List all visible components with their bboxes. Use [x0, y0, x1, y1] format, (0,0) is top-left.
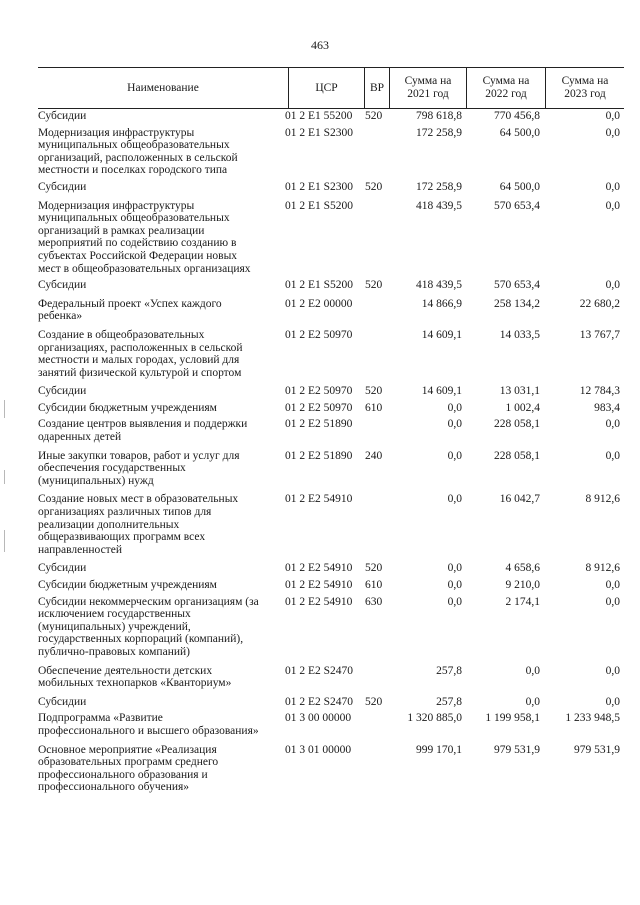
row-sum-2023: 0,0 — [605, 199, 620, 212]
table-row — [38, 744, 624, 794]
row-sum-2021: 14 866,9 — [421, 297, 462, 310]
row-sum-2021: 418 439,5 — [416, 279, 462, 292]
row-csr: 01 2 E2 54910 — [285, 493, 353, 506]
table-row — [38, 385, 624, 398]
row-sum-2021: 798 618,8 — [416, 110, 462, 122]
scan-margin-mark — [4, 400, 5, 418]
row-sum-2023: 0,0 — [605, 579, 620, 591]
row-sum-2023: 12 784,3 — [579, 385, 620, 398]
row-sum-2021: 14 609,1 — [421, 328, 462, 341]
row-sum-2021: 999 170,1 — [416, 743, 462, 756]
row-sum-2023: 0,0 — [605, 449, 620, 462]
row-sum-2021: 0,0 — [447, 493, 462, 506]
row-sum-2021: 0,0 — [447, 418, 462, 431]
row-csr: 01 3 01 00000 — [285, 743, 352, 756]
table-row — [38, 127, 624, 177]
header-sum-2023: Сумма на 2023 год — [561, 75, 609, 100]
table-row — [38, 402, 624, 415]
row-sum-2023: 8 912,6 — [585, 562, 620, 575]
row-vr: 520 — [365, 695, 383, 708]
row-sum-2022: 770 456,8 — [494, 110, 540, 122]
row-csr: 01 2 E2 54910 — [285, 579, 353, 591]
row-csr: 01 2 E1 S2300 — [285, 126, 354, 139]
row-name: Субсидии бюджетным учреждениям — [38, 579, 217, 591]
row-sum-2021: 0,0 — [447, 401, 462, 414]
row-sum-2022: 14 033,5 — [499, 328, 540, 341]
row-csr: 01 2 E1 S5200 — [285, 199, 354, 212]
row-sum-2023: 983,4 — [594, 401, 620, 414]
header-sum-2022: Сумма на 2022 год — [482, 75, 530, 100]
row-vr: 520 — [365, 180, 383, 193]
table-row — [38, 665, 624, 690]
header-name: Наименование — [127, 81, 199, 94]
row-csr: 01 2 E1 S2300 — [285, 180, 354, 193]
row-csr: 01 2 E1 55200 — [285, 110, 353, 122]
row-sum-2022: 64 500,0 — [499, 180, 540, 193]
row-name: Субсидии некоммерческим организациям (за исключением государственных (муниципальных) учреждений, государственных корпораций (компаний), публично-правовых компаний) — [38, 595, 259, 658]
row-name: Модернизация инфраструктуры муниципальных общеобразовательных организаций в рамках реализации мероприятий по содействию созданию в субъектах Российской Федерации новых мест в общеобразовательных организациях — [38, 199, 251, 275]
row-sum-2021: 257,8 — [436, 664, 462, 677]
row-sum-2023: 0,0 — [605, 695, 620, 708]
row-name: Субсидии — [38, 279, 87, 292]
row-csr: 01 2 E2 50970 — [285, 328, 353, 341]
row-sum-2021: 0,0 — [447, 562, 462, 575]
row-sum-2022: 16 042,7 — [499, 493, 540, 506]
row-sum-2023: 0,0 — [605, 595, 620, 608]
row-name: Субсидии — [38, 385, 87, 398]
row-csr: 01 2 E2 54910 — [285, 595, 353, 608]
row-sum-2021: 1 320 885,0 — [407, 712, 462, 725]
row-sum-2022: 0,0 — [525, 695, 540, 708]
header-vr: ВР — [369, 81, 385, 94]
table-row — [38, 596, 624, 659]
row-sum-2022: 4 658,6 — [505, 562, 540, 575]
table-row — [38, 181, 624, 194]
table-row — [38, 329, 624, 379]
row-csr: 01 2 E1 S5200 — [285, 279, 354, 292]
row-csr: 01 2 E2 51890 — [285, 449, 353, 462]
row-name: Федеральный проект «Успех каждого ребенка» — [38, 297, 222, 323]
row-sum-2022: 64 500,0 — [499, 126, 540, 139]
table-row — [38, 562, 624, 575]
row-vr: 520 — [365, 385, 383, 398]
row-sum-2022: 570 653,4 — [494, 199, 540, 212]
row-sum-2021: 0,0 — [447, 579, 462, 591]
row-name: Субсидии — [38, 180, 87, 193]
row-sum-2023: 979 531,9 — [574, 743, 620, 756]
row-name: Субсидии — [38, 110, 87, 122]
table-row — [38, 298, 624, 323]
row-csr: 01 2 E2 00000 — [285, 297, 353, 310]
row-sum-2023: 0,0 — [605, 180, 620, 193]
table-row — [38, 418, 624, 443]
row-name: Субсидии бюджетным учреждениям — [38, 401, 217, 414]
row-name: Иные закупки товаров, работ и услуг для обеспечения государственных (муниципальных) нужд — [38, 449, 240, 487]
row-sum-2023: 0,0 — [605, 418, 620, 431]
row-sum-2022: 2 174,1 — [505, 595, 540, 608]
row-sum-2022: 1 199 958,1 — [485, 712, 540, 725]
table-header — [38, 67, 624, 109]
row-sum-2022: 13 031,1 — [499, 385, 540, 398]
row-vr: 520 — [365, 562, 383, 575]
row-sum-2021: 14 609,1 — [421, 385, 462, 398]
row-sum-2023: 1 233 948,5 — [565, 712, 620, 725]
scan-margin-mark — [4, 530, 5, 552]
row-vr: 520 — [365, 110, 383, 122]
row-name: Модернизация инфраструктуры муниципальных общеобразовательных организаций, расположенных в сельской местности и поселках городского типа — [38, 126, 238, 177]
row-name: Основное мероприятие «Реализация образовательных программ среднего профессионального образования и профессионального обучения» — [38, 743, 219, 794]
row-name: Создание центров выявления и поддержки одаренных детей — [38, 418, 248, 444]
row-sum-2022: 228 058,1 — [494, 418, 540, 431]
row-sum-2022: 228 058,1 — [494, 449, 540, 462]
row-vr: 630 — [365, 595, 383, 608]
row-sum-2023: 0,0 — [605, 279, 620, 292]
row-name: Обеспечение деятельности детских мобильных технопарков «Кванториум» — [38, 664, 232, 690]
row-sum-2022: 570 653,4 — [494, 279, 540, 292]
header-csr: ЦСР — [315, 81, 338, 94]
row-name: Подпрограмма «Развитие профессионального и высшего образования» — [38, 712, 259, 737]
row-csr: 01 2 E2 S2470 — [285, 695, 354, 708]
row-sum-2021: 0,0 — [447, 449, 462, 462]
row-sum-2022: 9 210,0 — [505, 579, 540, 591]
row-vr: 610 — [365, 401, 383, 414]
table-row — [38, 493, 624, 556]
table-row — [38, 450, 624, 488]
table-row — [38, 579, 624, 592]
table-row — [38, 200, 624, 276]
table-row — [38, 712, 624, 737]
row-sum-2023: 13 767,7 — [579, 328, 620, 341]
scan-margin-mark — [4, 470, 5, 484]
row-csr: 01 3 00 00000 — [285, 712, 352, 725]
row-sum-2021: 0,0 — [447, 595, 462, 608]
row-name: Субсидии — [38, 562, 87, 575]
row-sum-2021: 172 258,9 — [416, 180, 462, 193]
row-sum-2023: 22 680,2 — [579, 297, 620, 310]
row-sum-2022: 258 134,2 — [494, 297, 540, 310]
row-sum-2021: 172 258,9 — [416, 126, 462, 139]
row-name: Создание новых мест в образовательных организациях различных типов для реализации дополнительных общеразвивающих программ всех направленностей — [38, 493, 239, 556]
row-vr: 520 — [365, 279, 383, 292]
table-row — [38, 279, 624, 292]
row-sum-2022: 0,0 — [525, 664, 540, 677]
table-row — [38, 110, 624, 123]
row-csr: 01 2 E2 50970 — [285, 401, 353, 414]
row-name: Субсидии — [38, 695, 87, 708]
row-sum-2023: 0,0 — [605, 126, 620, 139]
row-sum-2022: 979 531,9 — [494, 743, 540, 756]
page-number: 463 — [311, 38, 329, 52]
row-csr: 01 2 E2 S2470 — [285, 664, 354, 677]
row-vr: 610 — [365, 579, 383, 591]
row-csr: 01 2 E2 50970 — [285, 385, 353, 398]
row-csr: 01 2 E2 54910 — [285, 562, 353, 575]
row-sum-2021: 257,8 — [436, 695, 462, 708]
header-sum-2021: Сумма на 2021 год — [404, 75, 452, 100]
row-sum-2023: 0,0 — [605, 110, 620, 122]
row-sum-2023: 8 912,6 — [585, 493, 620, 506]
row-csr: 01 2 E2 51890 — [285, 418, 353, 431]
table-row — [38, 696, 624, 709]
row-sum-2023: 0,0 — [605, 664, 620, 677]
row-name: Создание в общеобразовательных организациях, расположенных в сельской местности и малых городах, условий для занятий физической культурой и спортом — [38, 328, 243, 379]
row-sum-2021: 418 439,5 — [416, 199, 462, 212]
row-vr: 240 — [365, 449, 383, 462]
row-sum-2022: 1 002,4 — [505, 401, 540, 414]
budget-table-body — [38, 110, 624, 800]
